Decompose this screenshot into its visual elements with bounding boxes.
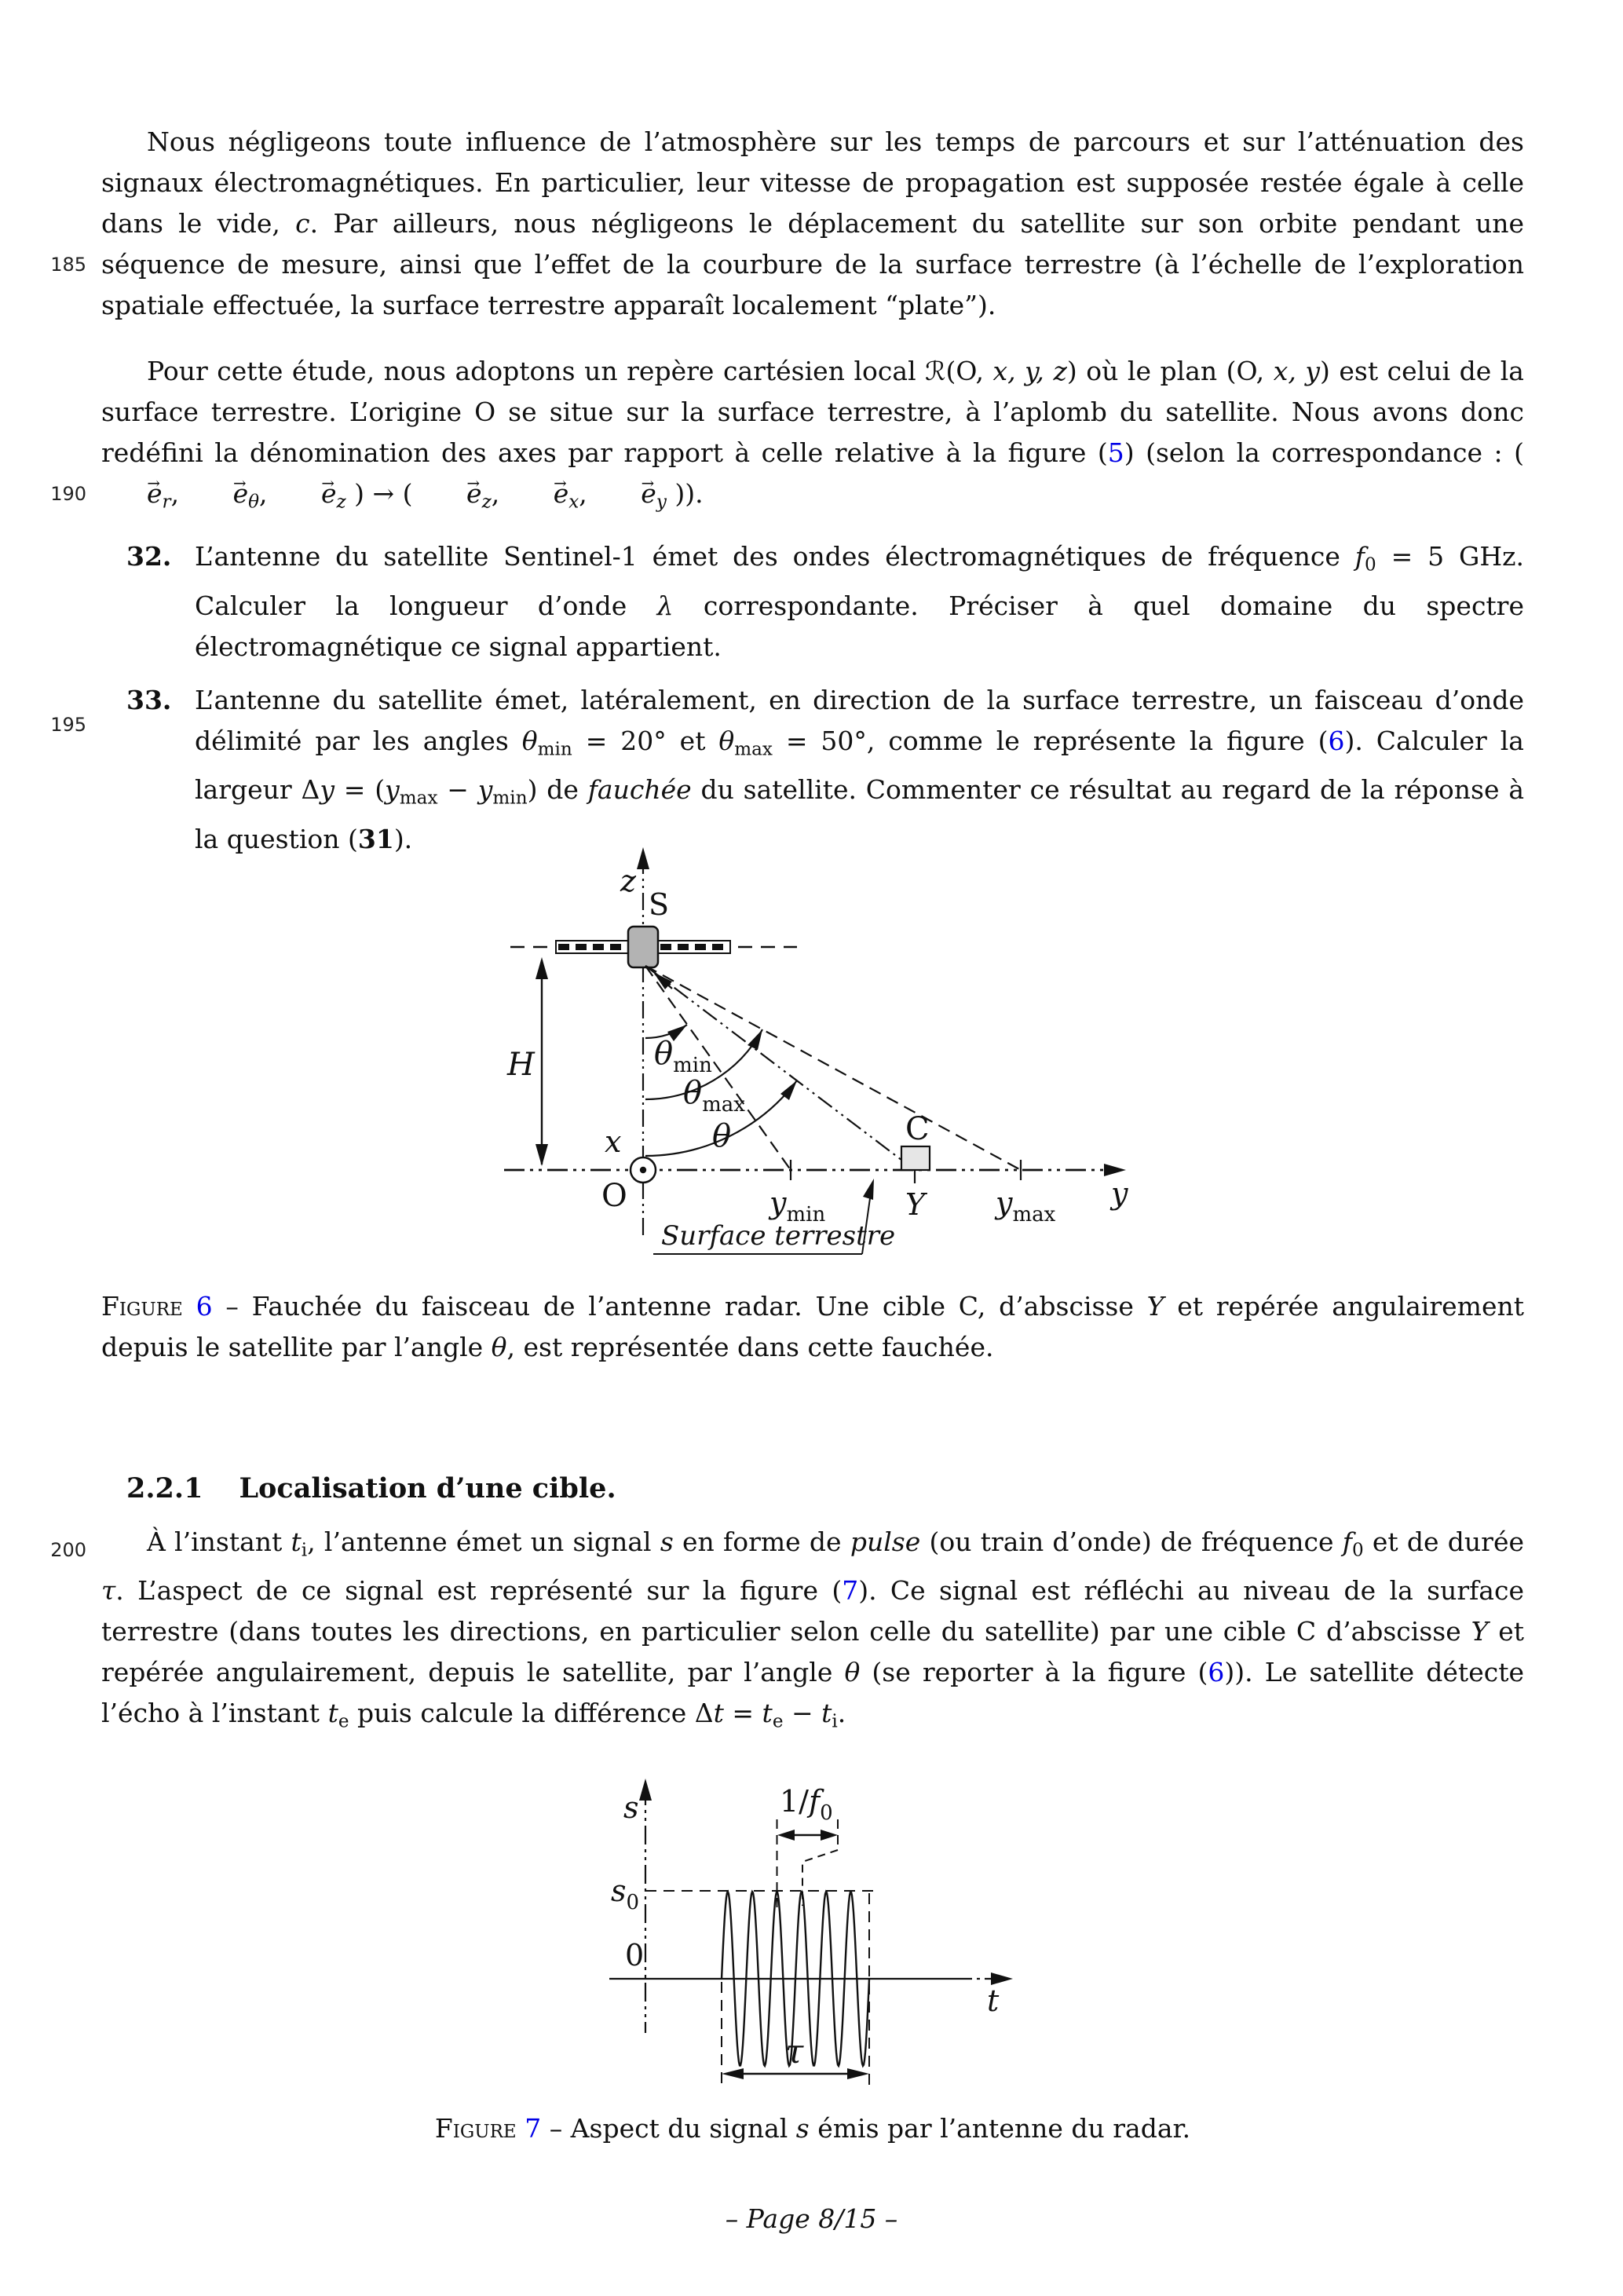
paragraph-repere-cartesien (101, 351, 1524, 522)
text-segment: r (162, 492, 171, 513)
figure-reference-link[interactable]: 6 (1328, 725, 1345, 756)
text-segment: . Par ailleurs, nous négligeons le déplacement du satellite sur son orbite pendant une séquence de mesure, ainsi que l’effet de la courbure de la surface terrestre (à l’échelle de l’exploration spatiale effectuée, la surface terrestre apparaît localement “plate”). (101, 208, 1524, 320)
text-segment: c (295, 208, 310, 239)
figure-7-caption (101, 2108, 1524, 2149)
text-segment: = (723, 1698, 762, 1729)
text-segment: z (336, 492, 346, 513)
text-segment: )). Le satellite détecte l’écho à l’instant (101, 1657, 1524, 1729)
text-segment (517, 2113, 525, 2144)
s0-label: $s_0$ (611, 1873, 640, 1914)
y-axis-label: y (1111, 1175, 1128, 1211)
text-segment: du satellite. Commenter ce résultat au regard de la réponse à la question ( (195, 774, 1524, 854)
s-axis-label: s (623, 1790, 639, 1825)
page-number-footer: – Page 8/15 – (725, 2203, 898, 2234)
surface-annotation-arrow-icon (863, 1179, 874, 1200)
period-pointer-line (802, 1850, 838, 1906)
text-segment: → e (101, 473, 163, 514)
text-segment: x, y (1273, 356, 1320, 386)
arc-theta-max-arrow-icon (748, 1029, 762, 1050)
text-segment: y (656, 492, 667, 513)
text-segment: f (1342, 1526, 1352, 1557)
height-label: H (507, 1046, 535, 1083)
figure-reference-link[interactable]: 7 (525, 2112, 542, 2144)
text-segment: Y (1471, 1616, 1489, 1647)
question-32 (101, 536, 1524, 667)
text-segment: θ (521, 725, 538, 756)
text-segment: et de durée (1363, 1526, 1525, 1557)
question-33 (101, 680, 1524, 860)
paragraph-pulse-signal (101, 1522, 1524, 1742)
text-segment: puis calcule la différence Δ (349, 1698, 714, 1729)
height-arrow-top-icon (536, 957, 548, 979)
origin-dot-icon (640, 1167, 646, 1173)
text-segment: θ (718, 725, 735, 756)
text-segment: pulse (850, 1526, 921, 1557)
text-segment: correspondante. Préciser à quel domaine du spectre électromagnétique ce signal appartient. (195, 590, 1524, 662)
figure-reference-link[interactable]: 7 (842, 1575, 859, 1607)
target-abscissa-label: Y (905, 1186, 926, 1222)
text-segment: L’antenne du satellite Sentinel-1 émet des ondes électromagnétiques de fréquence (195, 541, 1355, 572)
text-segment: y (385, 774, 400, 806)
text-segment: s (795, 2112, 810, 2144)
height-arrow-bottom-icon (536, 1144, 548, 1166)
text-segment: λ (656, 590, 674, 621)
text-segment: y (320, 774, 334, 806)
text-segment: émis par l’antenne du radar. (809, 2112, 1191, 2144)
y-max-label: $y_{max}$ (996, 1185, 1056, 1227)
satellite-icon (628, 927, 658, 967)
text-segment: − (783, 1698, 822, 1729)
z-axis-label: z (620, 863, 637, 898)
text-segment: = ( (334, 774, 386, 806)
s-axis-arrow-icon (639, 1779, 652, 1801)
text-segment: 0 (1364, 554, 1376, 576)
question-33-text (195, 685, 1524, 854)
text-segment: – Fauchée du faisceau de l’antenne radar. Une cible C, d’abscisse (212, 1290, 1147, 1322)
text-segment: z (481, 492, 492, 513)
text-segment: Nous négligeons toute influence de l’atmosphère sur les temps de parcours et sur l’atténuation des signaux électromagnétiques. En particulier, leur vitesse de propagation est supposée restée égale à celle dans le vide, (101, 126, 1524, 239)
text-segment (183, 1291, 196, 1322)
margin-line-number-195: 195 (50, 714, 86, 736)
margin-line-number-190: 190 (50, 483, 86, 505)
text-segment: , est représentée dans cette fauchée. (506, 1331, 994, 1362)
text-segment: Figure (434, 2112, 517, 2144)
period-arrow-right-icon (821, 1830, 838, 1841)
t-axis-label: t (987, 1983, 1000, 2018)
text-segment: , (491, 478, 508, 509)
origin-label: O (601, 1177, 627, 1214)
text-segment: θ (844, 1657, 861, 1688)
text-segment: et repérée angulairement, depuis le satellite, par l’angle (101, 1616, 1524, 1688)
text-segment: = 5 GHz. Calculer la longueur d’onde (195, 541, 1524, 621)
text-segment: max (399, 788, 438, 809)
text-segment: max (734, 739, 773, 760)
x-axis-label: x (605, 1124, 622, 1159)
text-segment: 0 (1351, 1540, 1364, 1561)
question-33-number: 33. (126, 684, 172, 715)
text-segment: t (291, 1526, 302, 1557)
text-segment: → e (508, 473, 569, 514)
target-label: C (905, 1110, 930, 1147)
surface-annotation-label: Surface terrestre (661, 1219, 896, 1252)
text-segment: x (568, 492, 579, 513)
text-segment: t (713, 1698, 724, 1729)
text-segment: )). (666, 478, 704, 509)
paragraph-atmosphere (101, 122, 1524, 326)
text-segment: → e (595, 473, 656, 514)
y-axis-arrow-icon (1104, 1164, 1126, 1176)
tau-arrow-right-icon (847, 2068, 869, 2079)
text-segment: , l’antenne émet un signal (307, 1526, 660, 1557)
period-label: $1/f_0$ (780, 1783, 833, 1825)
tau-label: τ (785, 2031, 804, 2071)
text-segment: − (437, 774, 478, 806)
y-min-label: $y_{min}$ (769, 1185, 826, 1227)
margin-line-number-185: 185 (50, 254, 86, 276)
text-segment: (se reporter à la figure ( (860, 1657, 1208, 1688)
figure-7-pulse-diagram (597, 1774, 1115, 2096)
section-heading (126, 1468, 1524, 1509)
text-segment: ). Calculer la largeur Δ (195, 725, 1524, 806)
text-column (101, 122, 1524, 2149)
text-segment: → e (421, 473, 482, 514)
theta-max-label: $\theta_{max}$ (683, 1074, 745, 1117)
text-segment: min (492, 788, 528, 809)
text-segment: ) est celui de la surface terrestre. L’origine O se situe sur la surface terrestre, à l’aplomb du satellite. Nous avons donc redéfini la dénomination des axes par rapport à celle relative à la figure ( (101, 356, 1524, 468)
text-segment: τ (101, 1575, 116, 1607)
tau-arrow-left-icon (722, 2068, 744, 2079)
text-segment: en forme de (673, 1526, 850, 1557)
text-segment: ) de (527, 774, 588, 806)
text-segment: i (832, 1711, 838, 1732)
question-32-number: 32. (126, 541, 172, 572)
text-segment: ). (393, 823, 413, 854)
text-segment: ) (selon la correspondance : ( (1124, 437, 1525, 468)
text-segment: → e (188, 473, 249, 514)
section-title: Localisation d’une cible. (239, 1472, 616, 1504)
figure-reference-link[interactable]: 5 (1107, 437, 1124, 468)
text-segment: À l’instant (147, 1526, 291, 1557)
text-segment: Y (1146, 1290, 1164, 1322)
figure-6-swath-diagram (487, 843, 1146, 1270)
text-segment: ) où le plan (O, (1066, 356, 1274, 386)
text-segment: → e (276, 473, 337, 514)
text-segment: (ou train d’onde) de fréquence (920, 1526, 1343, 1557)
text-segment: f (1354, 541, 1365, 572)
text-segment: ). Ce signal est réfléchi au niveau de la surface terrestre (dans toutes les directions, en particulier selon celle du satellite) par une cible C d’abscisse (101, 1575, 1524, 1647)
theta-min-label: $\theta_{min}$ (654, 1035, 712, 1077)
text-segment: , (259, 478, 276, 509)
text-segment: = 20° et (572, 725, 719, 756)
text-segment: e (338, 1711, 349, 1732)
section-number: 2.2.1 (126, 1472, 203, 1504)
figure-reference-link[interactable]: 6 (196, 1290, 213, 1322)
text-segment: , (170, 478, 188, 509)
text-segment: y (477, 774, 493, 806)
text-segment: = 50°, comme le représente la figure ( (772, 725, 1329, 756)
text-segment: s (660, 1526, 674, 1557)
question-32-text (195, 541, 1524, 661)
text-segment: 31 (357, 823, 394, 854)
text-segment: Pour cette étude, nous adoptons un repère cartésien local (147, 356, 926, 386)
text-segment: – Aspect du signal (541, 2112, 796, 2144)
text-segment: i (301, 1540, 308, 1561)
text-segment: t (821, 1698, 832, 1729)
figure-6-caption (101, 1286, 1524, 1368)
zero-label: 0 (625, 1937, 645, 1972)
text-segment: , (579, 478, 596, 509)
text-segment: Figure (101, 1290, 183, 1322)
text-segment: min (537, 739, 572, 760)
text-segment: fauchée (587, 774, 692, 806)
figure-reference-link[interactable]: 6 (1208, 1657, 1225, 1688)
satellite-label: S (649, 887, 670, 922)
target-icon (901, 1146, 930, 1170)
text-segment: ) → ( (345, 478, 422, 509)
text-segment: x, y, z (992, 356, 1067, 386)
text-segment: θ (248, 492, 259, 513)
text-segment: t (327, 1698, 338, 1729)
text-segment: ℛ (925, 356, 946, 386)
text-segment: e (772, 1711, 784, 1732)
period-arrow-left-icon (777, 1830, 795, 1841)
text-segment: . L’aspect de ce signal est représenté sur la figure ( (115, 1575, 843, 1607)
text-segment: (O, (945, 356, 993, 386)
text-segment: θ (491, 1331, 507, 1362)
text-segment: et repérée angulairement depuis le satellite par l’angle (101, 1290, 1524, 1362)
text-segment: . (837, 1698, 846, 1729)
text-segment: t (762, 1698, 773, 1729)
margin-line-number-200: 200 (50, 1539, 86, 1561)
text-segment: L’antenne du satellite émet, latéralement, en direction de la surface terrestre, un faisceau d’onde délimité par les angles (195, 684, 1524, 756)
theta-label: θ (712, 1117, 732, 1154)
